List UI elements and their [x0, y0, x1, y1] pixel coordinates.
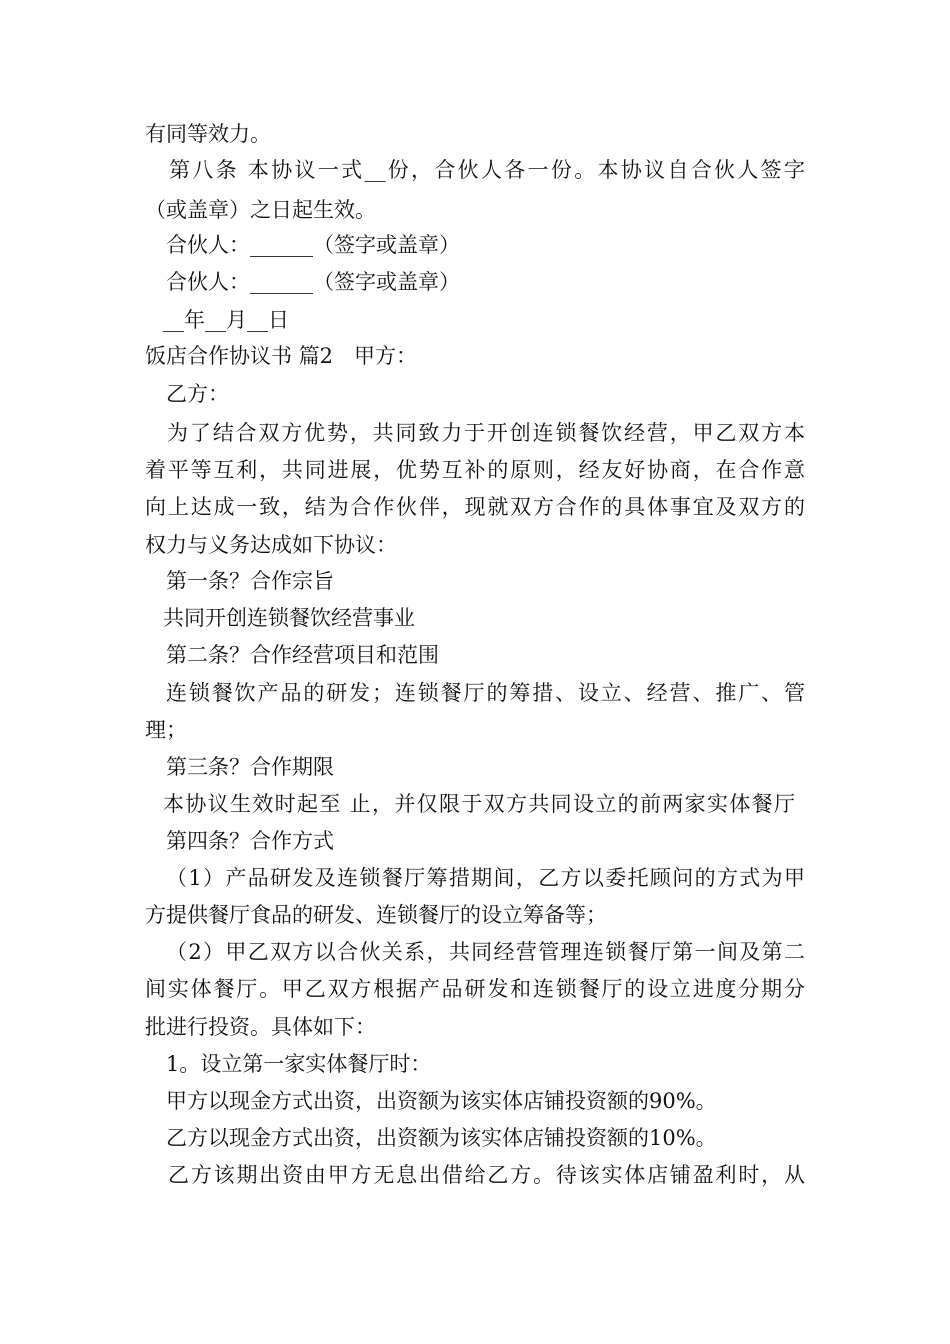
text-line: 共同开创连锁餐饮经营事业	[163, 606, 415, 630]
text-line: 着平等互利，共同进展，优势互补的原则，经友好协商，在合作意	[145, 458, 805, 482]
text-line: 向上达成一致，结为合作伙伴，现就双方合作的具体事宜及双方的	[145, 495, 805, 519]
text-line: （2）甲乙双方以合伙关系，共同经营管理连锁餐厅第一间及第二	[166, 940, 805, 964]
text-line: 方提供餐厅食品的研发、连锁餐厅的设立筹备等；	[145, 903, 607, 927]
text-line: 理；	[145, 718, 187, 742]
article-heading: 第三条？合作期限	[166, 755, 334, 779]
article-heading: 第一条？合作宗旨	[166, 569, 334, 593]
text-line: 第八条 本协议一式__份，合伙人各一份。本协议自合伙人签字	[169, 158, 805, 182]
text-line: 本协议生效时起至 止，并仅限于双方共同设立的前两家实体餐厅	[163, 792, 795, 816]
text-line: 1。设立第一家实体餐厅时：	[166, 1052, 432, 1076]
text-line: 甲方以现金方式出资，出资额为该实体店铺投资额的90%。	[166, 1089, 717, 1113]
text-line: __年__月__日	[163, 308, 289, 332]
article-heading: 第四条？合作方式	[166, 829, 334, 853]
text-line: 批进行投资。具体如下：	[145, 1015, 376, 1039]
text-line: 连锁餐饮产品的研发；连锁餐厅的筹措、设立、经营、推广、管	[166, 681, 805, 705]
text-line: 合伙人：______（签字或盖章）	[166, 233, 460, 257]
text-line: （或盖章）之日起生效。	[145, 198, 376, 222]
text-line: 乙方该期出资由甲方无息出借给乙方。待该实体店铺盈利时，从	[168, 1163, 805, 1187]
section-heading: 饭店合作协议书 篇2 甲方：	[145, 344, 418, 368]
article-heading: 第二条？合作经营项目和范围	[166, 643, 439, 667]
text-line: 乙方以现金方式出资，出资额为该实体店铺投资额的10%。	[166, 1126, 717, 1150]
text-line: 合伙人：______（签字或盖章）	[166, 270, 460, 294]
text-line: 为了结合双方优势，共同致力于开创连锁餐饮经营，甲乙双方本	[167, 421, 805, 445]
text-line: 权力与义务达成如下协议：	[145, 533, 397, 557]
text-line: 乙方：	[166, 382, 229, 406]
text-line: 间实体餐厅。甲乙双方根据产品研发和连锁餐厅的设立进度分期分	[145, 977, 805, 1001]
text-line: 有同等效力。	[145, 122, 271, 146]
text-line: （1）产品研发及连锁餐厅筹措期间，乙方以委托顾问的方式为甲	[166, 866, 805, 890]
